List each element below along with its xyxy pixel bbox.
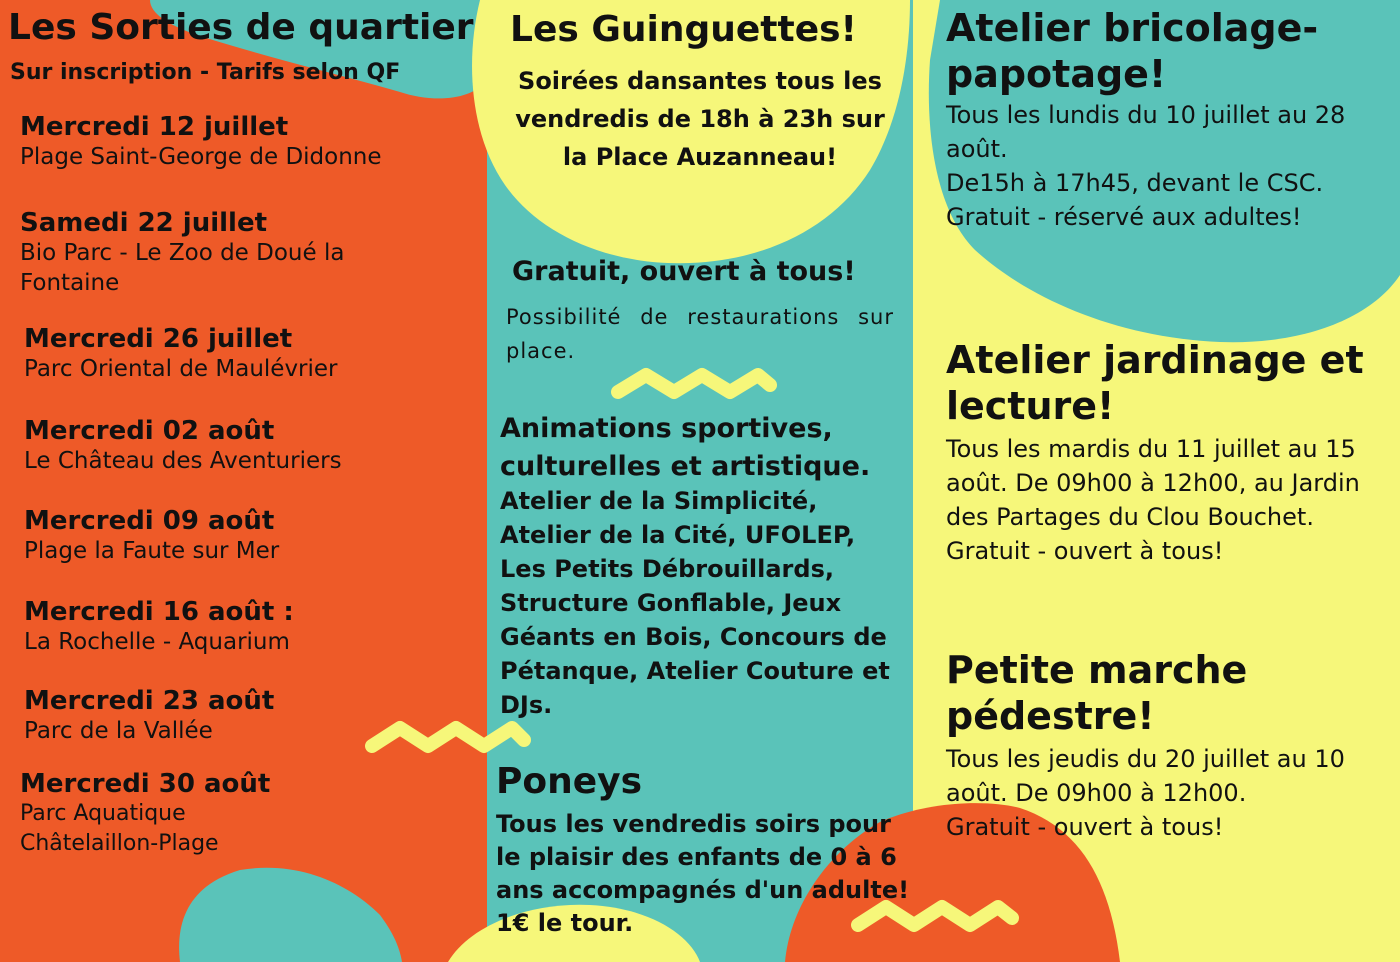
event-6 [24,597,294,657]
event-date: Mercredi 23 août [24,686,275,716]
event-3 [24,324,338,384]
jardinage-line: Tous les mardis du 11 juillet au 15 août. De 09h00 à 12h00, au Jardin des Partages du Clou Bouchet. [946,435,1360,531]
bricolage-lines [946,98,1396,234]
marche-title: Petite marche pédestre! [946,648,1248,738]
event-date: Mercredi 12 juillet [20,112,289,142]
jardinage-line: Gratuit - ouvert à tous! [946,537,1224,565]
event-place: La Rochelle - Aquarium [24,629,290,655]
event-place: Le Château des Aventuriers [24,448,342,474]
marche-line: Gratuit - ouvert à tous! [946,813,1224,841]
sorties-subtitle: Sur inscription - Tarifs selon QF [10,60,401,85]
event-7 [24,686,274,746]
animations-body: Atelier de la Simplicité, Atelier de la Cité, UFOLEP, Les Petits Débrouillards, Structure Gonflable, Jeux Géants en Bois, Concours de Pétanque, Atelier Couture et DJs. [500,487,890,719]
event-date: Mercredi 16 août : [24,597,294,627]
event-place: Parc Oriental de Maulévrier [24,356,338,382]
event-2 [20,208,400,298]
event-date: Samedi 22 juillet [20,208,268,238]
bricolage-line: Tous les lundis du 10 juillet au 28 août. [946,101,1346,163]
jardinage-lines [946,432,1366,568]
marche-line: Tous les jeudis du 20 juillet au 10 août. De 09h00 à 12h00. [946,745,1345,807]
bricolage-line: Gratuit - réservé aux adultes! [946,203,1302,231]
guinguettes-note: Possibilité de restaurations sur place. [506,305,894,363]
guinguettes-body: Soirées dansantes tous les vendredis de 18h à 23h sur la Place Auzanneau! [515,67,885,171]
poneys-title: Poneys [496,761,643,802]
bricolage-line: De15h à 17h45, devant le CSC. [946,169,1324,197]
event-4 [24,416,342,476]
guinguettes-title: Les Guinguettes! [510,9,857,50]
event-place: Plage la Faute sur Mer [24,538,280,564]
event-8 [20,769,290,859]
bricolage-title: Atelier bricolage-papotage! [946,6,1319,96]
jardinage-title: Atelier jardinage et lecture! [946,338,1364,428]
event-place: Bio Parc - Le Zoo de Doué la Fontaine [20,240,345,296]
poneys-body: Tous les vendredis soirs pour le plaisir des enfants de 0 à 6 ans accompagnés d'un adulte! 1€ le tour. [496,810,910,937]
event-date: Mercredi 30 août [20,769,271,799]
event-date: Mercredi 09 août [24,506,275,536]
guinguettes-free: Gratuit, ouvert à tous! [512,256,856,287]
event-place: Parc de la Vallée [24,718,213,744]
event-date: Mercredi 02 août [24,416,275,446]
event-place: Parc Aquatique Châtelaillon-Plage [20,801,219,856]
event-5 [24,506,279,566]
marche-lines [946,742,1396,844]
event-1 [20,112,382,172]
event-date: Mercredi 26 juillet [24,324,293,354]
sorties-title: Les Sorties de quartier [8,7,474,48]
animations-title: Animations sportives, culturelles et artistique. [500,413,871,482]
event-place: Plage Saint-George de Didonne [20,144,382,170]
